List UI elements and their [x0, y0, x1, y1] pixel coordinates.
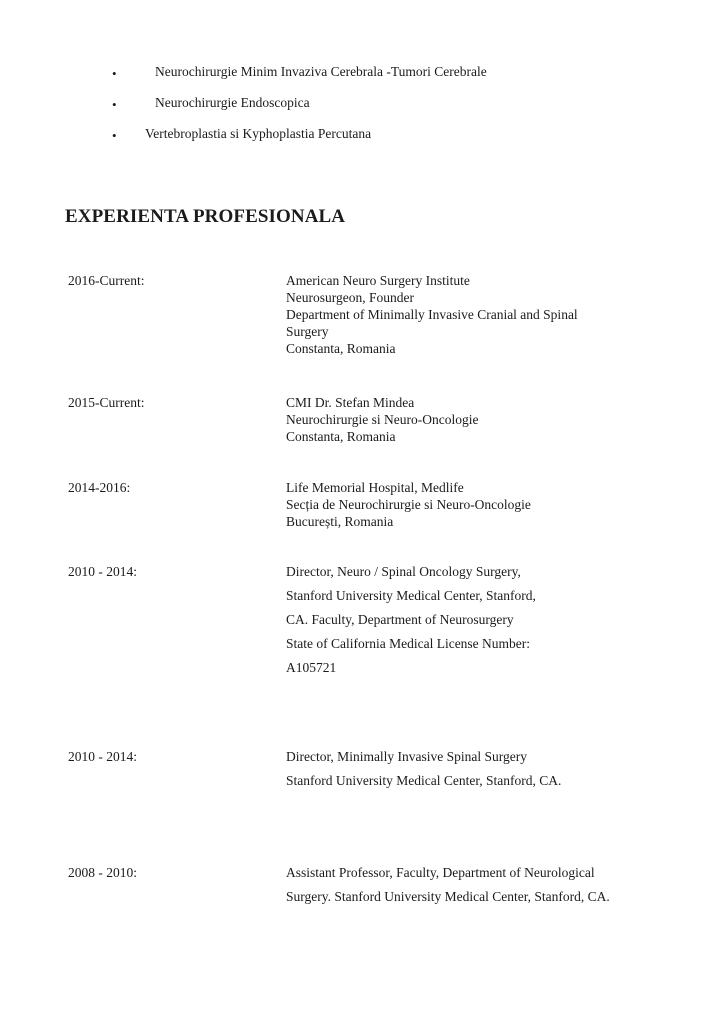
experience-entry-line: Surgery — [286, 324, 329, 339]
experience-entry-details — [286, 861, 686, 909]
experience-entry-details — [286, 560, 686, 680]
experience-entry-line: Life Memorial Hospital, Medlife — [286, 480, 464, 495]
experience-entry-line: Secția de Neurochirurgie si Neuro-Oncologie — [286, 497, 531, 512]
experience-entry-details — [286, 272, 686, 357]
list-item — [0, 126, 723, 157]
experience-entry-line: Department of Minimally Invasive Cranial and Spinal — [286, 307, 578, 322]
bullet-icon: • — [112, 128, 117, 143]
experience-entry-line: CA. Faculty, Department of Neurosurgery — [286, 612, 514, 627]
experience-entry-details — [286, 394, 686, 445]
experience-entry-details — [286, 479, 686, 530]
list-item-label: Neurochirurgie Endoscopica — [155, 95, 310, 110]
experience-entry-date: 2010 - 2014: — [68, 749, 137, 764]
list-item — [0, 95, 723, 126]
experience-entry-line: American Neuro Surgery Institute — [286, 273, 470, 288]
experience-entry-line: Stanford University Medical Center, Stanford, — [286, 588, 536, 603]
experience-entry-line: Neurosurgeon, Founder — [286, 290, 414, 305]
experience-entry-line: Stanford University Medical Center, Stanford, CA. — [286, 773, 562, 788]
experience-entry-line: State of California Medical License Number: — [286, 636, 531, 651]
bullet-icon: • — [112, 97, 117, 112]
procedures-bullet-list — [0, 64, 723, 157]
experience-entry-date: 2010 - 2014: — [68, 564, 137, 579]
experience-entry-line: A105721 — [286, 660, 337, 675]
page-title: EXPERIENTA PROFESIONALA — [65, 206, 346, 227]
experience-entry-line: Neurochirurgie si Neuro-Oncologie — [286, 412, 479, 427]
experience-entry-line: CMI Dr. Stefan Mindea — [286, 395, 415, 410]
experience-entry-line: Assistant Professor, Faculty, Department of Neurological — [286, 865, 595, 880]
experience-entry-line: Constanta, Romania — [286, 341, 396, 356]
list-item-label: Neurochirurgie Minim Invaziva Cerebrala -Tumori Cerebrale — [155, 64, 487, 79]
experience-entry-line: Constanta, Romania — [286, 429, 396, 444]
experience-entry-line: Surgery. Stanford University Medical Center, Stanford, CA. — [286, 889, 610, 904]
experience-entry-date: 2008 - 2010: — [68, 865, 137, 880]
list-item — [0, 64, 723, 95]
experience-entry-details — [286, 745, 686, 793]
experience-entry-date: 2014-2016: — [68, 480, 131, 495]
experience-entry-line: Director, Minimally Invasive Spinal Surgery — [286, 749, 528, 764]
experience-entry-date: 2016-Current: — [68, 273, 145, 288]
experience-entry-line: Director, Neuro / Spinal Oncology Surgery, — [286, 564, 521, 579]
experience-entry-date: 2015-Current: — [68, 395, 145, 410]
experience-entry-line: București, Romania — [286, 514, 394, 529]
bullet-icon: • — [112, 66, 117, 81]
list-item-label: Vertebroplastia si Kyphoplastia Percutana — [145, 126, 372, 141]
